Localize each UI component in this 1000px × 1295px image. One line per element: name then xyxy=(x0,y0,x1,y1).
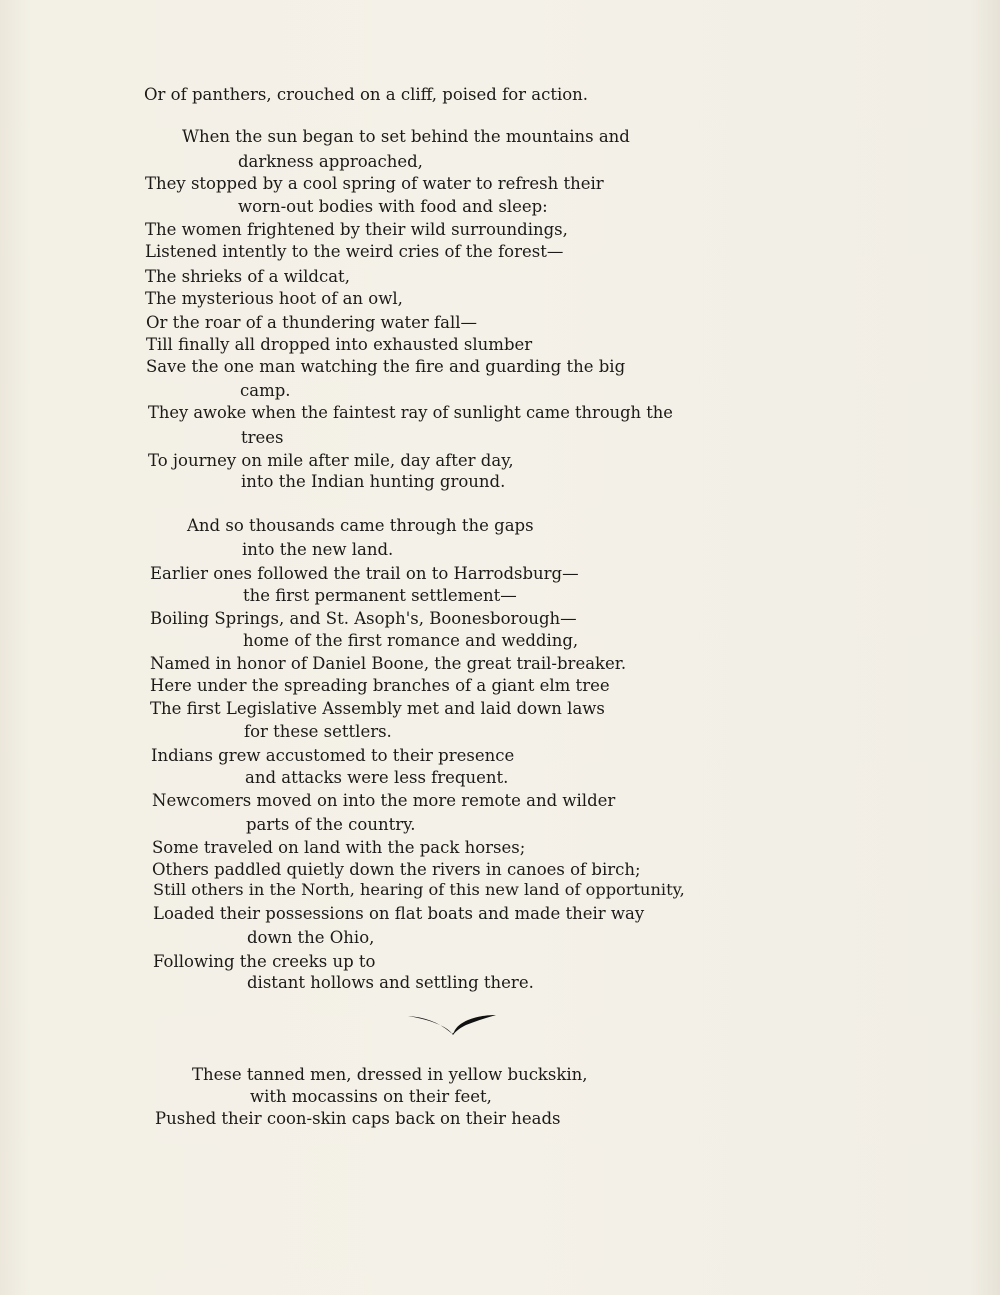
poem-line: worn-out bodies with food and sleep: xyxy=(238,197,548,216)
poem-line: down the Ohio, xyxy=(247,928,375,947)
poem-line: for these settlers. xyxy=(244,722,392,741)
poem-line: parts of the country. xyxy=(246,815,416,834)
poem-line: Others paddled quietly down the rivers in canoes of birch; xyxy=(152,860,641,879)
poem-line: Following the creeks up to xyxy=(153,952,376,971)
poem-line: distant hollows and settling there. xyxy=(247,973,534,992)
poem-line: into the new land. xyxy=(242,540,394,559)
poem-line: Or the roar of a thundering water fall— xyxy=(146,313,478,332)
poem-line: home of the first romance and wedding, xyxy=(243,631,579,650)
poem-line: Pushed their coon-skin caps back on their heads xyxy=(155,1109,561,1128)
poem-line: trees xyxy=(241,428,284,447)
poem-line: Save the one man watching the fire and guarding the big xyxy=(146,357,626,376)
poem-line: Still others in the North, hearing of this new land of opportunity, xyxy=(153,880,685,899)
poem-line: To journey on mile after mile, day after day, xyxy=(148,451,514,470)
bird-wings-ornament-icon xyxy=(406,1010,498,1036)
poem-line: Earlier ones followed the trail on to Harrodsburg— xyxy=(150,564,579,583)
poem-line: the first permanent settlement— xyxy=(243,586,517,605)
poem-line: camp. xyxy=(240,381,291,400)
poem-line: The first Legislative Assembly met and laid down laws xyxy=(150,699,605,718)
poem-line: The women frightened by their wild surroundings, xyxy=(145,220,568,239)
poem-line: Indians grew accustomed to their presence xyxy=(151,746,515,765)
poem-line: Listened intently to the weird cries of the forest— xyxy=(145,242,564,261)
poem-line: And so thousands came through the gaps xyxy=(187,516,534,535)
poem-line: Loaded their possessions on flat boats and made their way xyxy=(153,904,645,923)
poem-line: They awoke when the faintest ray of sunlight came through the xyxy=(148,403,673,422)
poem-line: into the Indian hunting ground. xyxy=(241,472,506,491)
poem-line: Some traveled on land with the pack horses; xyxy=(152,838,526,857)
poem-line: Newcomers moved on into the more remote and wilder xyxy=(152,791,616,810)
poem-line: and attacks were less frequent. xyxy=(245,768,509,787)
poem-line: Or of panthers, crouched on a cliff, poised for action. xyxy=(144,85,589,104)
poem-line: darkness approached, xyxy=(238,152,423,171)
poem-line: They stopped by a cool spring of water to refresh their xyxy=(145,174,604,193)
poem-line: Till finally all dropped into exhausted slumber xyxy=(146,335,533,354)
poem-line: These tanned men, dressed in yellow buckskin, xyxy=(192,1065,588,1084)
poem-line: Here under the spreading branches of a giant elm tree xyxy=(150,676,610,695)
poem-line: When the sun began to set behind the mountains and xyxy=(182,127,630,146)
poem-line: Boiling Springs, and St. Asoph's, Boonesborough— xyxy=(150,609,577,628)
poem-line: The shrieks of a wildcat, xyxy=(145,267,350,286)
poem-line: with mocassins on their feet, xyxy=(250,1087,492,1106)
poem-line: Named in honor of Daniel Boone, the great trail-breaker. xyxy=(150,654,627,673)
poem-line: The mysterious hoot of an owl, xyxy=(145,289,403,308)
